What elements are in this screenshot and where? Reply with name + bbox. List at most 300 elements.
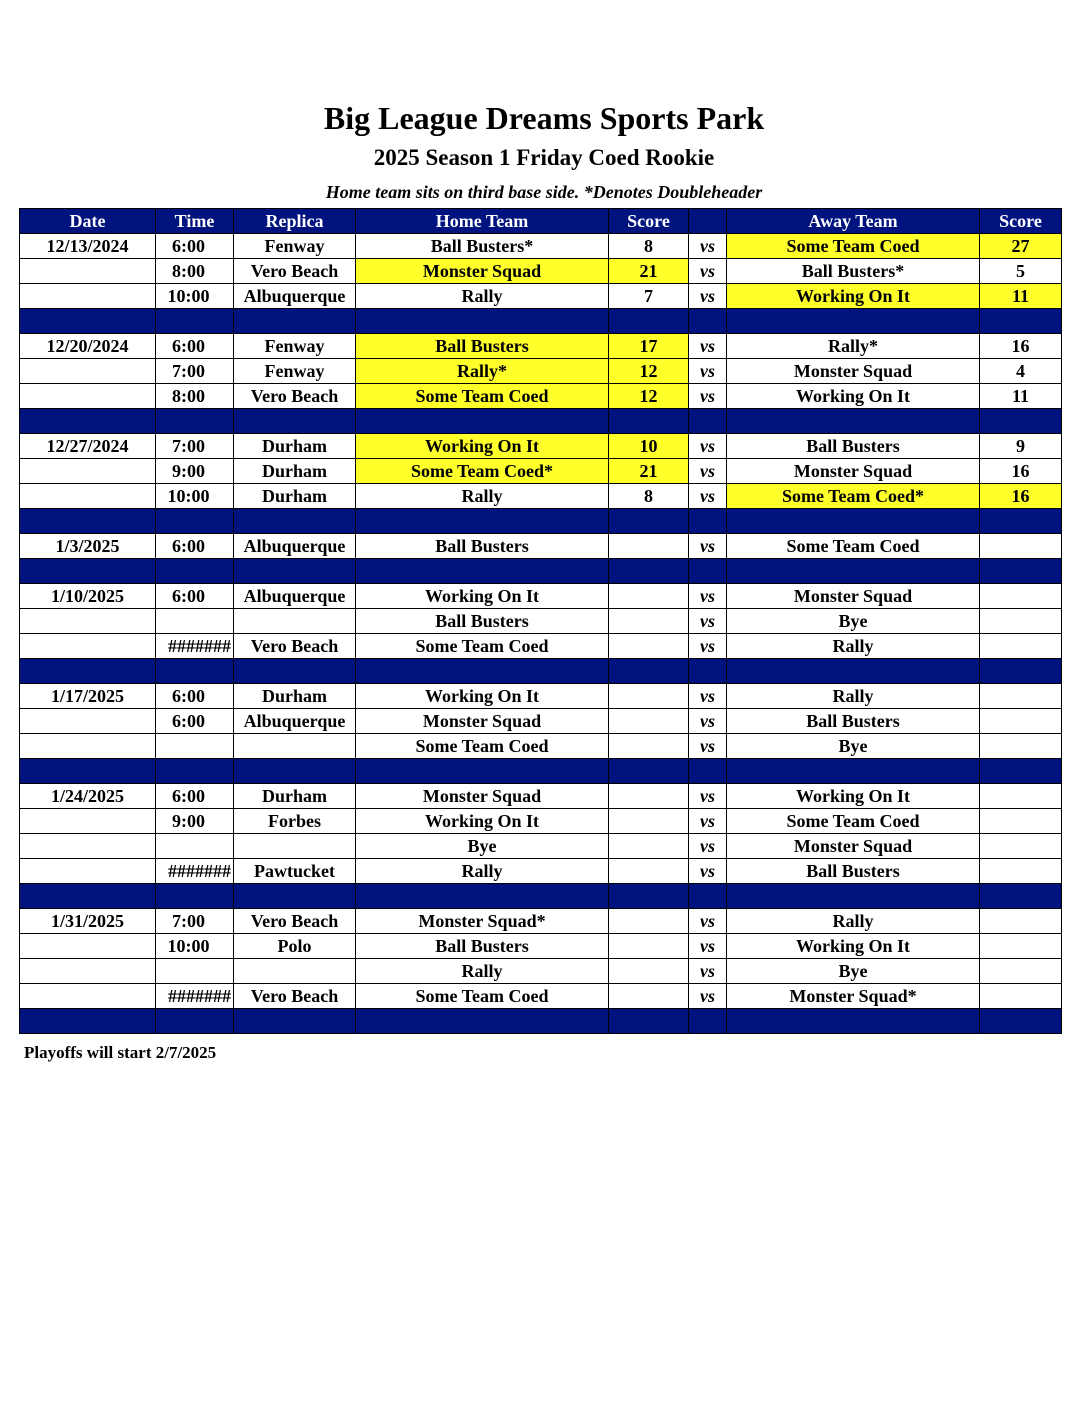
game-row: [20, 684, 1062, 709]
separator-cell: [356, 409, 609, 434]
game-replica: Albuquerque: [234, 284, 356, 309]
game-replica: Polo: [234, 934, 356, 959]
game-replica: Vero Beach: [234, 909, 356, 934]
away-score: 5: [980, 259, 1062, 284]
home-score: 7: [609, 284, 689, 309]
separator-cell: [156, 659, 234, 684]
separator-cell: [727, 409, 980, 434]
home-score: 8: [609, 484, 689, 509]
game-time: #######: [156, 859, 234, 884]
home-team: Rally: [356, 484, 609, 509]
game-time: 8:00: [156, 384, 234, 409]
separator-cell: [356, 884, 609, 909]
game-date: 1/24/2025: [20, 784, 156, 809]
game-time: 6:00: [156, 584, 234, 609]
away-team: Monster Squad*: [727, 984, 980, 1009]
game-replica: Vero Beach: [234, 259, 356, 284]
game-date: 12/20/2024: [20, 334, 156, 359]
away-score: [980, 809, 1062, 834]
header-row: [20, 209, 1062, 234]
game-time: 7:00: [156, 909, 234, 934]
game-row: [20, 234, 1062, 259]
separator-cell: [609, 659, 689, 684]
home-team: Working On It: [356, 434, 609, 459]
away-team: Monster Squad: [727, 834, 980, 859]
vs-label: vs: [689, 534, 727, 559]
home-team: Rally*: [356, 359, 609, 384]
away-team: Monster Squad: [727, 459, 980, 484]
game-replica: Albuquerque: [234, 584, 356, 609]
separator-cell: [356, 309, 609, 334]
separator-cell: [156, 884, 234, 909]
separator-cell: [234, 884, 356, 909]
separator-cell: [609, 559, 689, 584]
game-time: 6:00: [156, 684, 234, 709]
home-team: Monster Squad: [356, 259, 609, 284]
game-date: [20, 834, 156, 859]
game-replica: Fenway: [234, 334, 356, 359]
header-time: Time: [156, 209, 234, 234]
home-team: Ball Busters: [356, 334, 609, 359]
game-time: #######: [156, 634, 234, 659]
vs-label: vs: [689, 784, 727, 809]
separator-cell: [980, 659, 1062, 684]
away-team: Rally: [727, 634, 980, 659]
separator-cell: [234, 1009, 356, 1034]
away-score: [980, 934, 1062, 959]
game-row: [20, 984, 1062, 1009]
away-team: Ball Busters*: [727, 259, 980, 284]
game-row: [20, 484, 1062, 509]
separator-row: [20, 309, 1062, 334]
separator-cell: [20, 509, 156, 534]
away-score: 11: [980, 384, 1062, 409]
game-time: [156, 734, 234, 759]
separator-cell: [234, 509, 356, 534]
home-score: [609, 709, 689, 734]
home-team: Ball Busters: [356, 934, 609, 959]
separator-row: [20, 409, 1062, 434]
game-replica: Durham: [234, 684, 356, 709]
separator-cell: [727, 509, 980, 534]
vs-label: vs: [689, 859, 727, 884]
game-time: 6:00: [156, 534, 234, 559]
separator-cell: [980, 309, 1062, 334]
game-row: [20, 859, 1062, 884]
separator-cell: [156, 559, 234, 584]
game-time: [156, 609, 234, 634]
schedule-note: Home team sits on third base side. *Denotes Doubleheader: [325, 182, 763, 202]
separator-cell: [980, 1009, 1062, 1034]
separator-cell: [156, 759, 234, 784]
home-score: [609, 984, 689, 1009]
home-score: [609, 934, 689, 959]
game-row: [20, 284, 1062, 309]
separator-cell: [20, 409, 156, 434]
separator-cell: [980, 559, 1062, 584]
game-replica: Albuquerque: [234, 709, 356, 734]
game-date: 1/3/2025: [20, 534, 156, 559]
home-team: Some Team Coed: [356, 634, 609, 659]
home-team: Ball Busters: [356, 534, 609, 559]
game-replica: Vero Beach: [234, 384, 356, 409]
away-team: Bye: [727, 609, 980, 634]
away-team: Ball Busters: [727, 859, 980, 884]
separator-cell: [727, 309, 980, 334]
away-score: [980, 609, 1062, 634]
separator-cell: [980, 884, 1062, 909]
home-team: Rally: [356, 959, 609, 984]
home-team: Monster Squad: [356, 784, 609, 809]
header-away-score: Score: [980, 209, 1062, 234]
separator-cell: [20, 309, 156, 334]
away-score: 16: [980, 334, 1062, 359]
game-time: 10:00: [156, 284, 234, 309]
schedule-body: [20, 234, 1062, 1034]
vs-label: vs: [689, 959, 727, 984]
away-team: Some Team Coed: [727, 534, 980, 559]
separator-cell: [20, 759, 156, 784]
game-time: #######: [156, 984, 234, 1009]
away-team: Rally: [727, 684, 980, 709]
vs-label: vs: [689, 684, 727, 709]
away-score: [980, 909, 1062, 934]
home-team: Monster Squad: [356, 709, 609, 734]
game-row: [20, 584, 1062, 609]
separator-cell: [980, 759, 1062, 784]
home-score: [609, 684, 689, 709]
away-team: Bye: [727, 959, 980, 984]
home-team: Bye: [356, 834, 609, 859]
separator-cell: [689, 659, 727, 684]
game-row: [20, 334, 1062, 359]
separator-cell: [356, 759, 609, 784]
game-date: [20, 934, 156, 959]
home-score: 8: [609, 234, 689, 259]
away-score: [980, 584, 1062, 609]
game-time: 8:00: [156, 259, 234, 284]
separator-cell: [156, 309, 234, 334]
game-replica: [234, 959, 356, 984]
away-team: Rally: [727, 909, 980, 934]
away-score: [980, 534, 1062, 559]
away-team: Some Team Coed: [727, 809, 980, 834]
game-row: [20, 934, 1062, 959]
home-score: 21: [609, 459, 689, 484]
home-score: [609, 859, 689, 884]
separator-row: [20, 1009, 1062, 1034]
separator-cell: [609, 759, 689, 784]
away-score: [980, 634, 1062, 659]
separator-cell: [727, 884, 980, 909]
away-score: [980, 734, 1062, 759]
away-score: [980, 784, 1062, 809]
game-replica: Durham: [234, 784, 356, 809]
game-replica: Albuquerque: [234, 534, 356, 559]
away-team: Monster Squad: [727, 584, 980, 609]
separator-cell: [356, 559, 609, 584]
game-date: [20, 259, 156, 284]
separator-cell: [156, 509, 234, 534]
vs-label: vs: [689, 909, 727, 934]
header-home-score: Score: [609, 209, 689, 234]
home-team: Rally: [356, 284, 609, 309]
game-time: 6:00: [156, 709, 234, 734]
game-time: 9:00: [156, 809, 234, 834]
separator-cell: [356, 1009, 609, 1034]
separator-cell: [689, 884, 727, 909]
header-vs: [689, 209, 727, 234]
game-time: 6:00: [156, 784, 234, 809]
separator-cell: [609, 884, 689, 909]
home-score: [609, 909, 689, 934]
away-score: [980, 834, 1062, 859]
game-row: [20, 534, 1062, 559]
separator-cell: [156, 1009, 234, 1034]
away-score: 27: [980, 234, 1062, 259]
vs-label: vs: [689, 984, 727, 1009]
separator-cell: [727, 659, 980, 684]
away-team: Working On It: [727, 934, 980, 959]
game-date: [20, 484, 156, 509]
game-date: 12/13/2024: [20, 234, 156, 259]
game-row: [20, 384, 1062, 409]
away-score: 16: [980, 484, 1062, 509]
game-date: [20, 809, 156, 834]
vs-label: vs: [689, 359, 727, 384]
game-replica: Durham: [234, 484, 356, 509]
vs-label: vs: [689, 809, 727, 834]
home-score: [609, 784, 689, 809]
away-team: Working On It: [727, 284, 980, 309]
game-date: [20, 734, 156, 759]
separator-cell: [20, 559, 156, 584]
vs-label: vs: [689, 934, 727, 959]
game-date: [20, 284, 156, 309]
away-score: 4: [980, 359, 1062, 384]
separator-cell: [727, 759, 980, 784]
header-date: Date: [20, 209, 156, 234]
game-replica: Forbes: [234, 809, 356, 834]
separator-cell: [689, 309, 727, 334]
separator-cell: [234, 559, 356, 584]
home-team: Some Team Coed: [356, 384, 609, 409]
separator-cell: [156, 409, 234, 434]
away-score: [980, 709, 1062, 734]
home-team: Ball Busters*: [356, 234, 609, 259]
game-replica: Vero Beach: [234, 634, 356, 659]
game-replica: Durham: [234, 459, 356, 484]
separator-cell: [727, 1009, 980, 1034]
game-replica: [234, 609, 356, 634]
separator-cell: [234, 659, 356, 684]
vs-label: vs: [689, 584, 727, 609]
vs-label: vs: [689, 259, 727, 284]
away-score: [980, 684, 1062, 709]
vs-label: vs: [689, 434, 727, 459]
home-score: 21: [609, 259, 689, 284]
away-score: [980, 859, 1062, 884]
game-row: [20, 434, 1062, 459]
header-away-team: Away Team: [727, 209, 980, 234]
game-row: [20, 809, 1062, 834]
away-team: Rally*: [727, 334, 980, 359]
home-score: [609, 534, 689, 559]
schedule-table: [19, 208, 1062, 1034]
separator-cell: [727, 559, 980, 584]
game-row: [20, 259, 1062, 284]
game-date: [20, 634, 156, 659]
home-team: Rally: [356, 859, 609, 884]
home-score: 17: [609, 334, 689, 359]
game-date: [20, 709, 156, 734]
vs-label: vs: [689, 484, 727, 509]
separator-cell: [689, 509, 727, 534]
away-team: Some Team Coed: [727, 234, 980, 259]
home-team: Working On It: [356, 809, 609, 834]
home-score: [609, 634, 689, 659]
game-date: [20, 459, 156, 484]
vs-label: vs: [689, 734, 727, 759]
home-team: Working On It: [356, 684, 609, 709]
separator-cell: [234, 309, 356, 334]
game-row: [20, 909, 1062, 934]
separator-cell: [20, 659, 156, 684]
home-score: 12: [609, 384, 689, 409]
game-date: [20, 359, 156, 384]
vs-label: vs: [689, 709, 727, 734]
game-time: 7:00: [156, 359, 234, 384]
home-team: Ball Busters: [356, 609, 609, 634]
away-score: 9: [980, 434, 1062, 459]
separator-cell: [356, 509, 609, 534]
separator-cell: [234, 759, 356, 784]
separator-cell: [689, 559, 727, 584]
separator-cell: [980, 409, 1062, 434]
game-row: [20, 834, 1062, 859]
vs-label: vs: [689, 234, 727, 259]
home-score: 10: [609, 434, 689, 459]
game-replica: [234, 834, 356, 859]
game-time: 10:00: [156, 934, 234, 959]
game-date: 1/31/2025: [20, 909, 156, 934]
page-title: Big League Dreams Sports Park: [323, 100, 765, 136]
separator-cell: [20, 1009, 156, 1034]
home-score: [609, 609, 689, 634]
away-team: Bye: [727, 734, 980, 759]
away-team: Some Team Coed*: [727, 484, 980, 509]
vs-label: vs: [689, 609, 727, 634]
home-score: [609, 734, 689, 759]
game-date: 12/27/2024: [20, 434, 156, 459]
separator-cell: [689, 1009, 727, 1034]
separator-cell: [609, 309, 689, 334]
away-team: Ball Busters: [727, 709, 980, 734]
away-score: [980, 959, 1062, 984]
game-row: [20, 634, 1062, 659]
away-team: Monster Squad: [727, 359, 980, 384]
separator-cell: [20, 884, 156, 909]
separator-cell: [609, 509, 689, 534]
home-score: 12: [609, 359, 689, 384]
vs-label: vs: [689, 334, 727, 359]
home-team: Monster Squad*: [356, 909, 609, 934]
separator-cell: [609, 1009, 689, 1034]
home-team: Some Team Coed*: [356, 459, 609, 484]
game-row: [20, 359, 1062, 384]
header-replica: Replica: [234, 209, 356, 234]
separator-cell: [689, 759, 727, 784]
game-date: 1/10/2025: [20, 584, 156, 609]
away-score: 16: [980, 459, 1062, 484]
game-row: [20, 734, 1062, 759]
vs-label: vs: [689, 459, 727, 484]
separator-row: [20, 884, 1062, 909]
game-date: [20, 384, 156, 409]
game-replica: Vero Beach: [234, 984, 356, 1009]
header-home-team: Home Team: [356, 209, 609, 234]
game-replica: Pawtucket: [234, 859, 356, 884]
game-row: [20, 959, 1062, 984]
away-team: Ball Busters: [727, 434, 980, 459]
vs-label: vs: [689, 834, 727, 859]
game-replica: Durham: [234, 434, 356, 459]
game-row: [20, 784, 1062, 809]
away-team: Working On It: [727, 784, 980, 809]
game-row: [20, 709, 1062, 734]
home-score: [609, 834, 689, 859]
game-date: [20, 609, 156, 634]
game-time: 6:00: [156, 334, 234, 359]
away-team: Working On It: [727, 384, 980, 409]
separator-cell: [609, 409, 689, 434]
game-time: 10:00: [156, 484, 234, 509]
game-date: 1/17/2025: [20, 684, 156, 709]
separator-cell: [689, 409, 727, 434]
vs-label: vs: [689, 384, 727, 409]
home-score: [609, 584, 689, 609]
separator-cell: [356, 659, 609, 684]
game-replica: Fenway: [234, 359, 356, 384]
game-date: [20, 859, 156, 884]
away-score: 11: [980, 284, 1062, 309]
home-score: [609, 959, 689, 984]
away-score: [980, 984, 1062, 1009]
game-row: [20, 609, 1062, 634]
separator-row: [20, 759, 1062, 784]
game-time: 9:00: [156, 459, 234, 484]
game-time: 7:00: [156, 434, 234, 459]
separator-cell: [234, 409, 356, 434]
home-team: Some Team Coed: [356, 734, 609, 759]
home-score: [609, 809, 689, 834]
separator-row: [20, 559, 1062, 584]
separator-row: [20, 659, 1062, 684]
game-replica: Fenway: [234, 234, 356, 259]
separator-cell: [980, 509, 1062, 534]
game-date: [20, 984, 156, 1009]
vs-label: vs: [689, 284, 727, 309]
game-time: [156, 959, 234, 984]
game-row: [20, 459, 1062, 484]
game-date: [20, 959, 156, 984]
playoffs-note: Playoffs will start 2/7/2025: [24, 1043, 217, 1062]
game-time: 6:00: [156, 234, 234, 259]
vs-label: vs: [689, 634, 727, 659]
home-team: Working On It: [356, 584, 609, 609]
page-subtitle: 2025 Season 1 Friday Coed Rookie: [373, 145, 715, 170]
separator-row: [20, 509, 1062, 534]
